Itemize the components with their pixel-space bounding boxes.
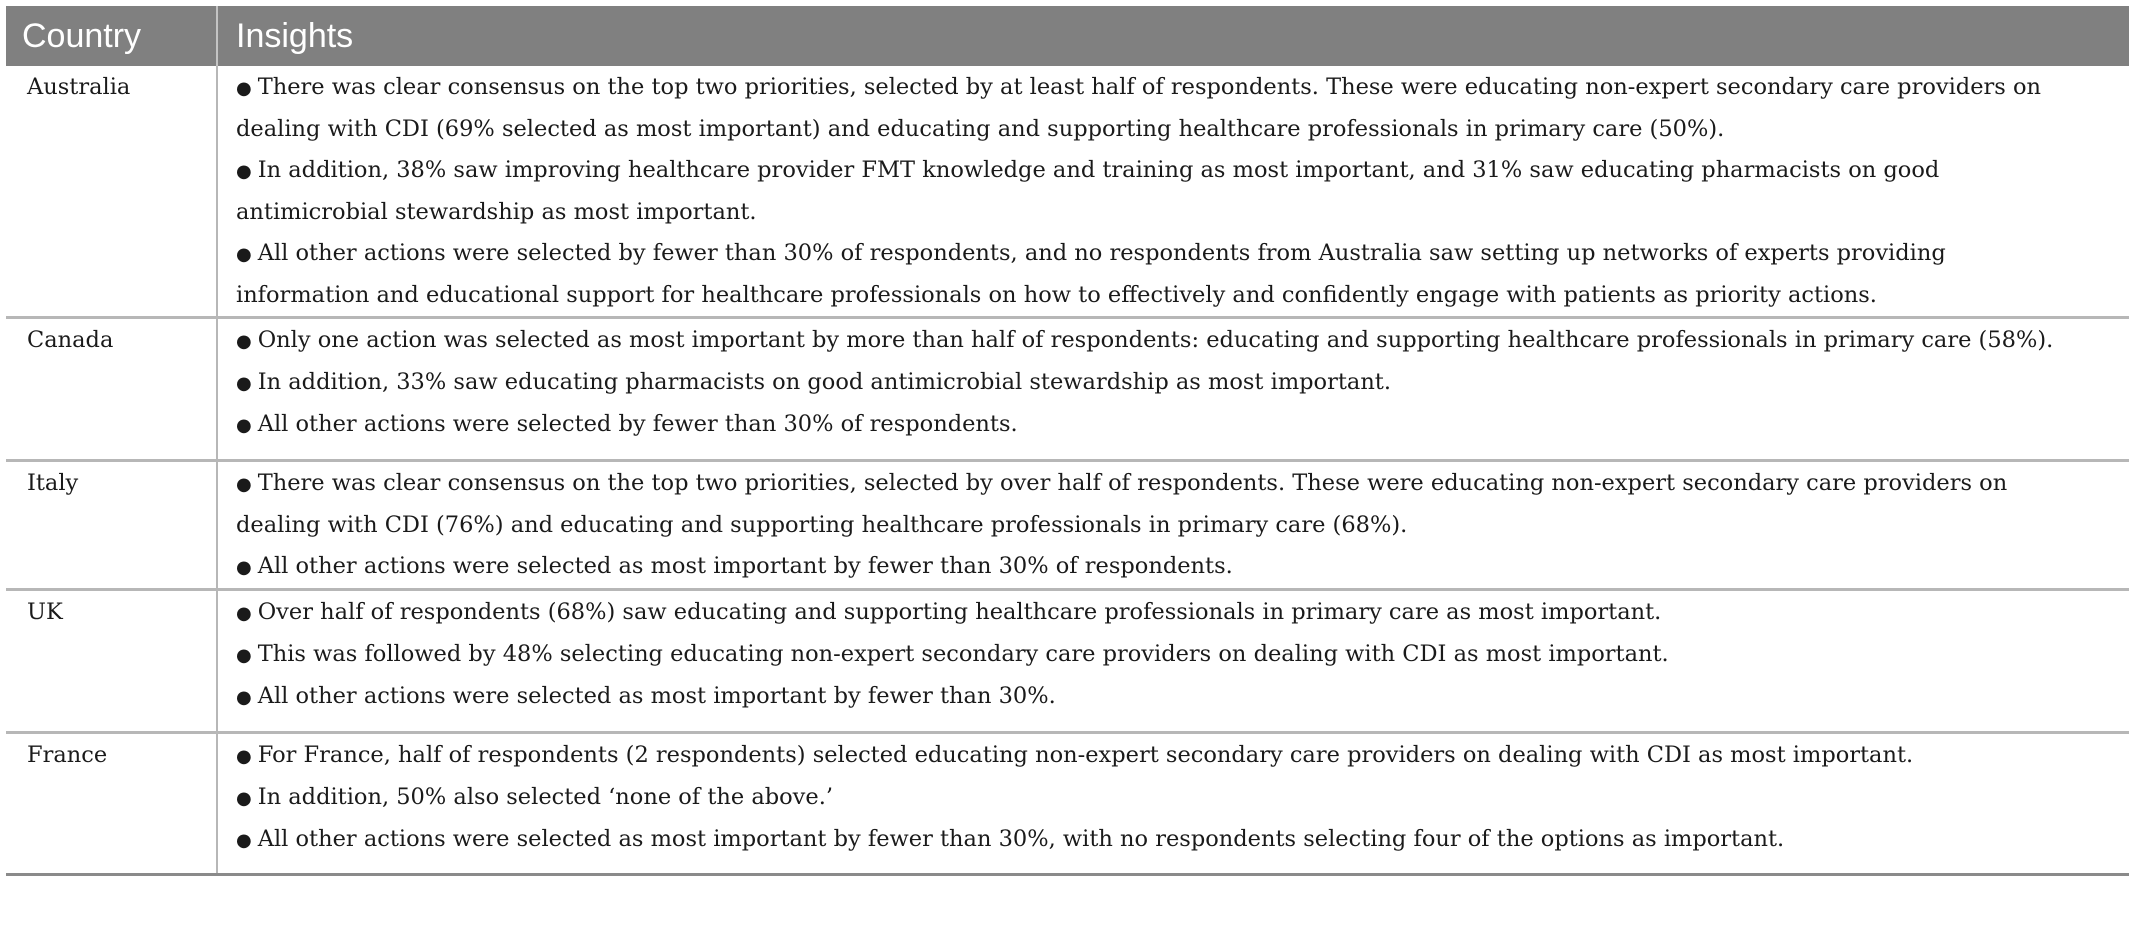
- insight-line: [236, 109, 2119, 150]
- insight-text: This was followed by 48% selecting educating non-expert secondary care providers on dealing with CDI as most important.: [257, 641, 1669, 667]
- insights-cell: [217, 461, 2129, 590]
- bullet-icon: ●: [236, 788, 252, 809]
- table-row-france: [6, 733, 2129, 875]
- insight-line: [236, 404, 2119, 446]
- insight-text: There was clear consensus on the top two priorities, selected by over half of respondents. These were educating non-expert secondary care providers on: [257, 470, 2008, 496]
- bullet-icon: ●: [236, 244, 252, 265]
- insight-line: [236, 67, 2119, 109]
- bullet-icon: ●: [236, 746, 252, 767]
- bullet-icon: ●: [236, 78, 252, 99]
- insight-line: [236, 505, 2119, 546]
- insight-text: For France, half of respondents (2 respondents) selected educating non-expert secondary care providers on dealing with CDI as most important.: [257, 742, 1914, 768]
- insights-table: [6, 6, 2129, 876]
- insight-line: [236, 362, 2119, 404]
- insight-text: antimicrobial stewardship as most important.: [236, 199, 757, 225]
- insight-line: [236, 275, 2119, 316]
- insight-line: [236, 192, 2119, 233]
- insight-line: [236, 819, 2119, 861]
- insights-cell: [217, 733, 2129, 875]
- insight-line: [236, 320, 2119, 362]
- insight-line: [236, 634, 2119, 676]
- bullet-icon: ●: [236, 645, 252, 666]
- insight-text: There was clear consensus on the top two priorities, selected by at least half of respondents. These were educating non-expert secondary care providers on: [257, 74, 2042, 100]
- insight-text: All other actions were selected by fewer than 30% of respondents, and no respondents from Australia saw setting up networks of experts providing: [257, 240, 1946, 266]
- country-cell: Australia: [6, 66, 217, 318]
- bullet-icon: ●: [236, 603, 252, 624]
- insight-text: dealing with CDI (76%) and educating and supporting healthcare professionals in primary care (68%).: [236, 512, 1408, 538]
- insight-line: [236, 150, 2119, 192]
- insight-line: [236, 546, 2119, 588]
- insights-cell: [217, 318, 2129, 461]
- insight-text: In addition, 33% saw educating pharmacists on good antimicrobial stewardship as most important.: [257, 369, 1392, 395]
- table-row-italy: [6, 461, 2129, 590]
- column-header-country: Country: [6, 6, 217, 66]
- country-cell: France: [6, 733, 217, 875]
- header-row: [6, 6, 2129, 66]
- insight-line: [236, 676, 2119, 718]
- insight-line: [236, 592, 2119, 634]
- insight-text: All other actions were selected as most important by fewer than 30% of respondents.: [257, 553, 1233, 579]
- bullet-icon: ●: [236, 161, 252, 182]
- bullet-icon: ●: [236, 687, 252, 708]
- bullet-icon: ●: [236, 415, 252, 436]
- bullet-icon: ●: [236, 830, 252, 851]
- insight-text: dealing with CDI (69% selected as most important) and educating and supporting healthcare professionals in primary care (50%).: [236, 116, 1725, 142]
- insight-line: [236, 777, 2119, 819]
- insight-line: [236, 735, 2119, 777]
- table-row-uk: [6, 590, 2129, 733]
- insight-line: [236, 233, 2119, 275]
- insight-text: In addition, 38% saw improving healthcare provider FMT knowledge and training as most important, and 31% saw educating pharmacists on good: [257, 157, 1940, 183]
- table-row-australia: [6, 66, 2129, 318]
- table-row-canada: [6, 318, 2129, 461]
- insight-text: In addition, 50% also selected ‘none of the above.’: [257, 784, 834, 810]
- country-cell: UK: [6, 590, 217, 733]
- bullet-icon: ●: [236, 373, 252, 394]
- insight-text: information and educational support for healthcare professionals on how to effectively and confidently engage with patients as priority actions.: [236, 282, 1877, 308]
- country-cell: Canada: [6, 318, 217, 461]
- insights-cell: [217, 66, 2129, 318]
- bullet-icon: ●: [236, 557, 252, 578]
- insights-cell: [217, 590, 2129, 733]
- column-header-insights: Insights: [217, 6, 2129, 66]
- insight-text: All other actions were selected by fewer than 30% of respondents.: [257, 411, 1018, 437]
- insight-text: All other actions were selected as most important by fewer than 30%, with no respondents selecting four of the options as important.: [257, 826, 1785, 852]
- bullet-icon: ●: [236, 474, 252, 495]
- insight-text: Only one action was selected as most important by more than half of respondents: educating and supporting healthcare professionals in primary care (58%).: [257, 327, 2054, 353]
- country-cell: Italy: [6, 461, 217, 590]
- insight-text: All other actions were selected as most important by fewer than 30%.: [257, 683, 1056, 709]
- insight-text: Over half of respondents (68%) saw educating and supporting healthcare professionals in primary care as most important.: [257, 599, 1662, 625]
- bullet-icon: ●: [236, 331, 252, 352]
- insight-line: [236, 463, 2119, 505]
